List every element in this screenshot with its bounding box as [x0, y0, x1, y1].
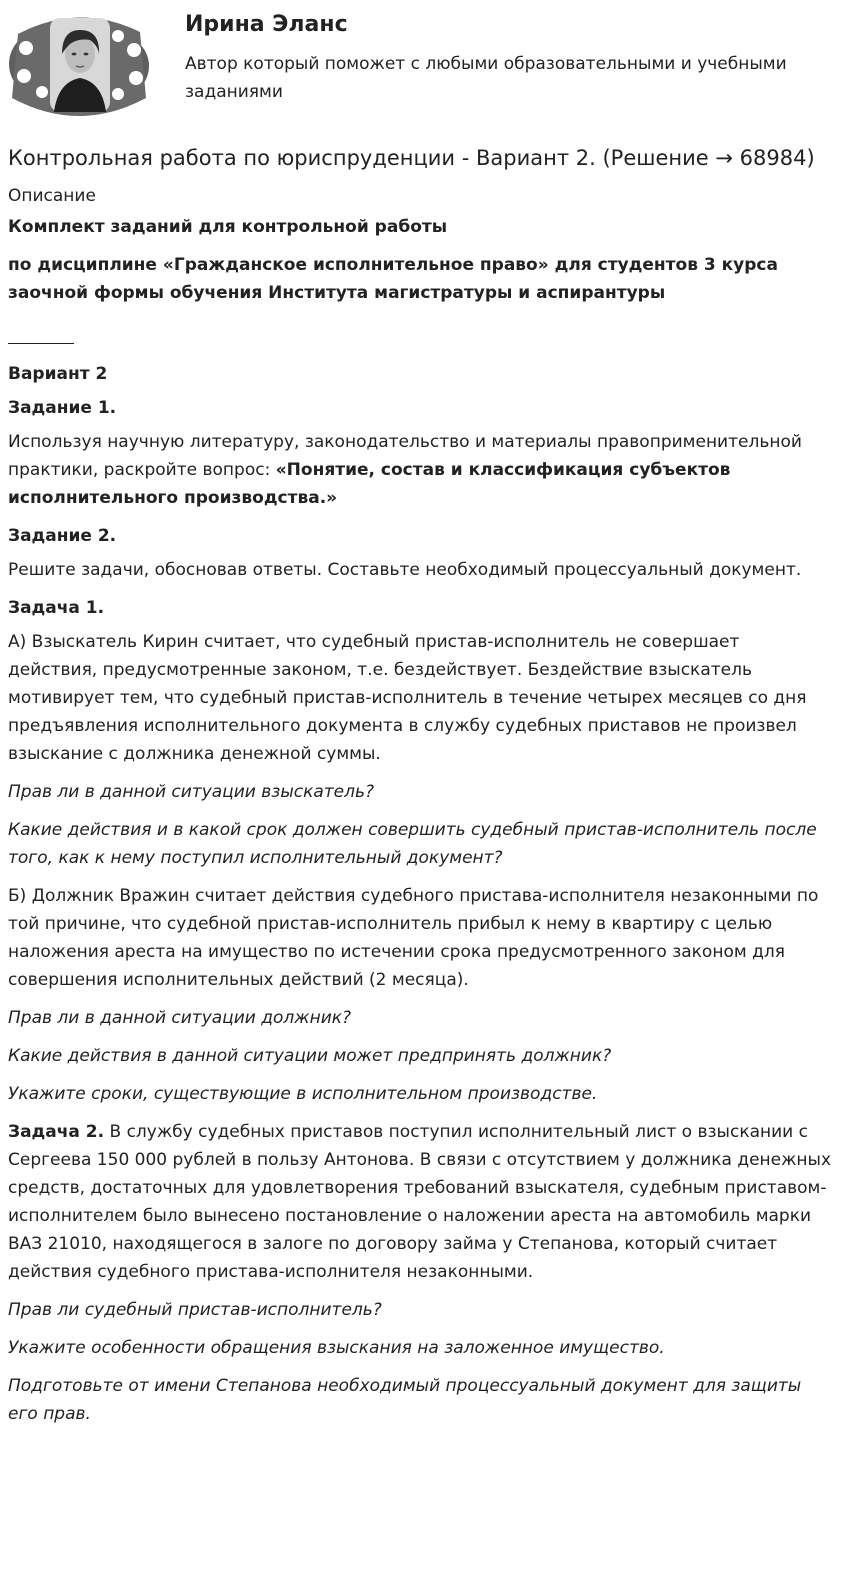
problem1-part-b-question-2: Какие действия в данной ситуации может предпринять должник? — [8, 1046, 612, 1066]
problem1-part-b-question-1: Прав ли в данной ситуации должник? — [8, 1008, 352, 1028]
heading-2: по дисциплине «Гражданское исполнительное право» для студентов 3 курса заочной формы обучения Института магистратуры и аспирантуры — [8, 255, 778, 303]
author-card — [0, 0, 847, 130]
problem1-part-b-question-3: Укажите сроки, существующие в исполнительном производстве. — [8, 1084, 598, 1104]
problem1-label: Задача 1. — [8, 598, 105, 618]
problem2-question-1: Прав ли судебный пристав-исполнитель? — [8, 1300, 382, 1320]
variant-label: Вариант 2 — [8, 364, 108, 384]
task1-paragraph — [8, 428, 833, 512]
problem1-part-a-question-2: Какие действия и в какой срок должен совершить судебный пристав-исполнитель после того, как к нему поступил исполнительный документ? — [8, 820, 817, 868]
problem1-part-a: А) Взыскатель Кирин считает, что судебный пристав-исполнитель не совершает действия, предусмотренные законом, т.е. бездействует. Бездействие взыскатель мотивирует тем, что судебный пристав-исполнитель в течение четырех месяцев со дня предъявления исполнительного документа в службу судебных приставов не произвел взыскание с должника денежной суммы. — [8, 632, 807, 764]
problem1-part-a-question-1: Прав ли в данной ситуации взыскатель? — [8, 782, 375, 802]
problem2-question-2: Укажите особенности обращения взыскания на заложенное имущество. — [8, 1338, 665, 1358]
problem2-paragraph — [8, 1118, 833, 1286]
film-reel-portrait-icon — [6, 6, 152, 124]
task1-text: Используя научную литературу, законодательство и материалы правоприменительной практики, раскройте вопрос: — [8, 432, 802, 480]
problem1-part-b: Б) Должник Вражин считает действия судебного пристава-исполнителя незаконными по той причине, что судебной пристав-исполнитель прибыл к нему в квартиру с целью наложения ареста на имущество по истечении срока предусмотренного законом для совершения исполнительных действий (2 месяца). — [8, 886, 819, 990]
divider — [8, 343, 74, 344]
problem2-question-3: Подготовьте от имени Степанова необходимый процессуальный документ для защиты его прав. — [8, 1376, 802, 1424]
problem2-text: В службу судебных приставов поступил исполнительный лист о взыскании с Сергеева 150 000 рублей в пользу Антонова. В связи с отсутствием у должника денежных средств, достаточных для удовлетворения требований взыскателя, судебным приставом-исполнителем было вынесено постановление о наложении ареста на автомобиль марки ВАЗ 21010, находящегося в залоге по договору займа у Степанова, который считает действия судебного пристава-исполнителя незаконными. — [8, 1122, 832, 1282]
task2-text: Решите задачи, обосновав ответы. Составьте необходимый процессуальный документ. — [8, 560, 802, 580]
description-label: Описание — [8, 186, 96, 206]
document-content — [8, 144, 833, 1438]
author-description: Автор который поможет с любыми образовательными и учебными заданиями — [185, 54, 787, 102]
task1-question: «Понятие, состав и классификация субъектов исполнительного производства.» — [8, 460, 731, 508]
problem2-label: Задача 2. — [8, 1122, 105, 1142]
task1-label: Задание 1. — [8, 398, 117, 418]
author-name[interactable]: Ирина Эланс — [185, 12, 348, 37]
task2-label: Задание 2. — [8, 526, 117, 546]
heading-1: Комплект заданий для контрольной работы — [8, 217, 448, 237]
page-title: Контрольная работа по юриспруденции - Вариант 2. (Решение → 68984) — [8, 146, 815, 170]
